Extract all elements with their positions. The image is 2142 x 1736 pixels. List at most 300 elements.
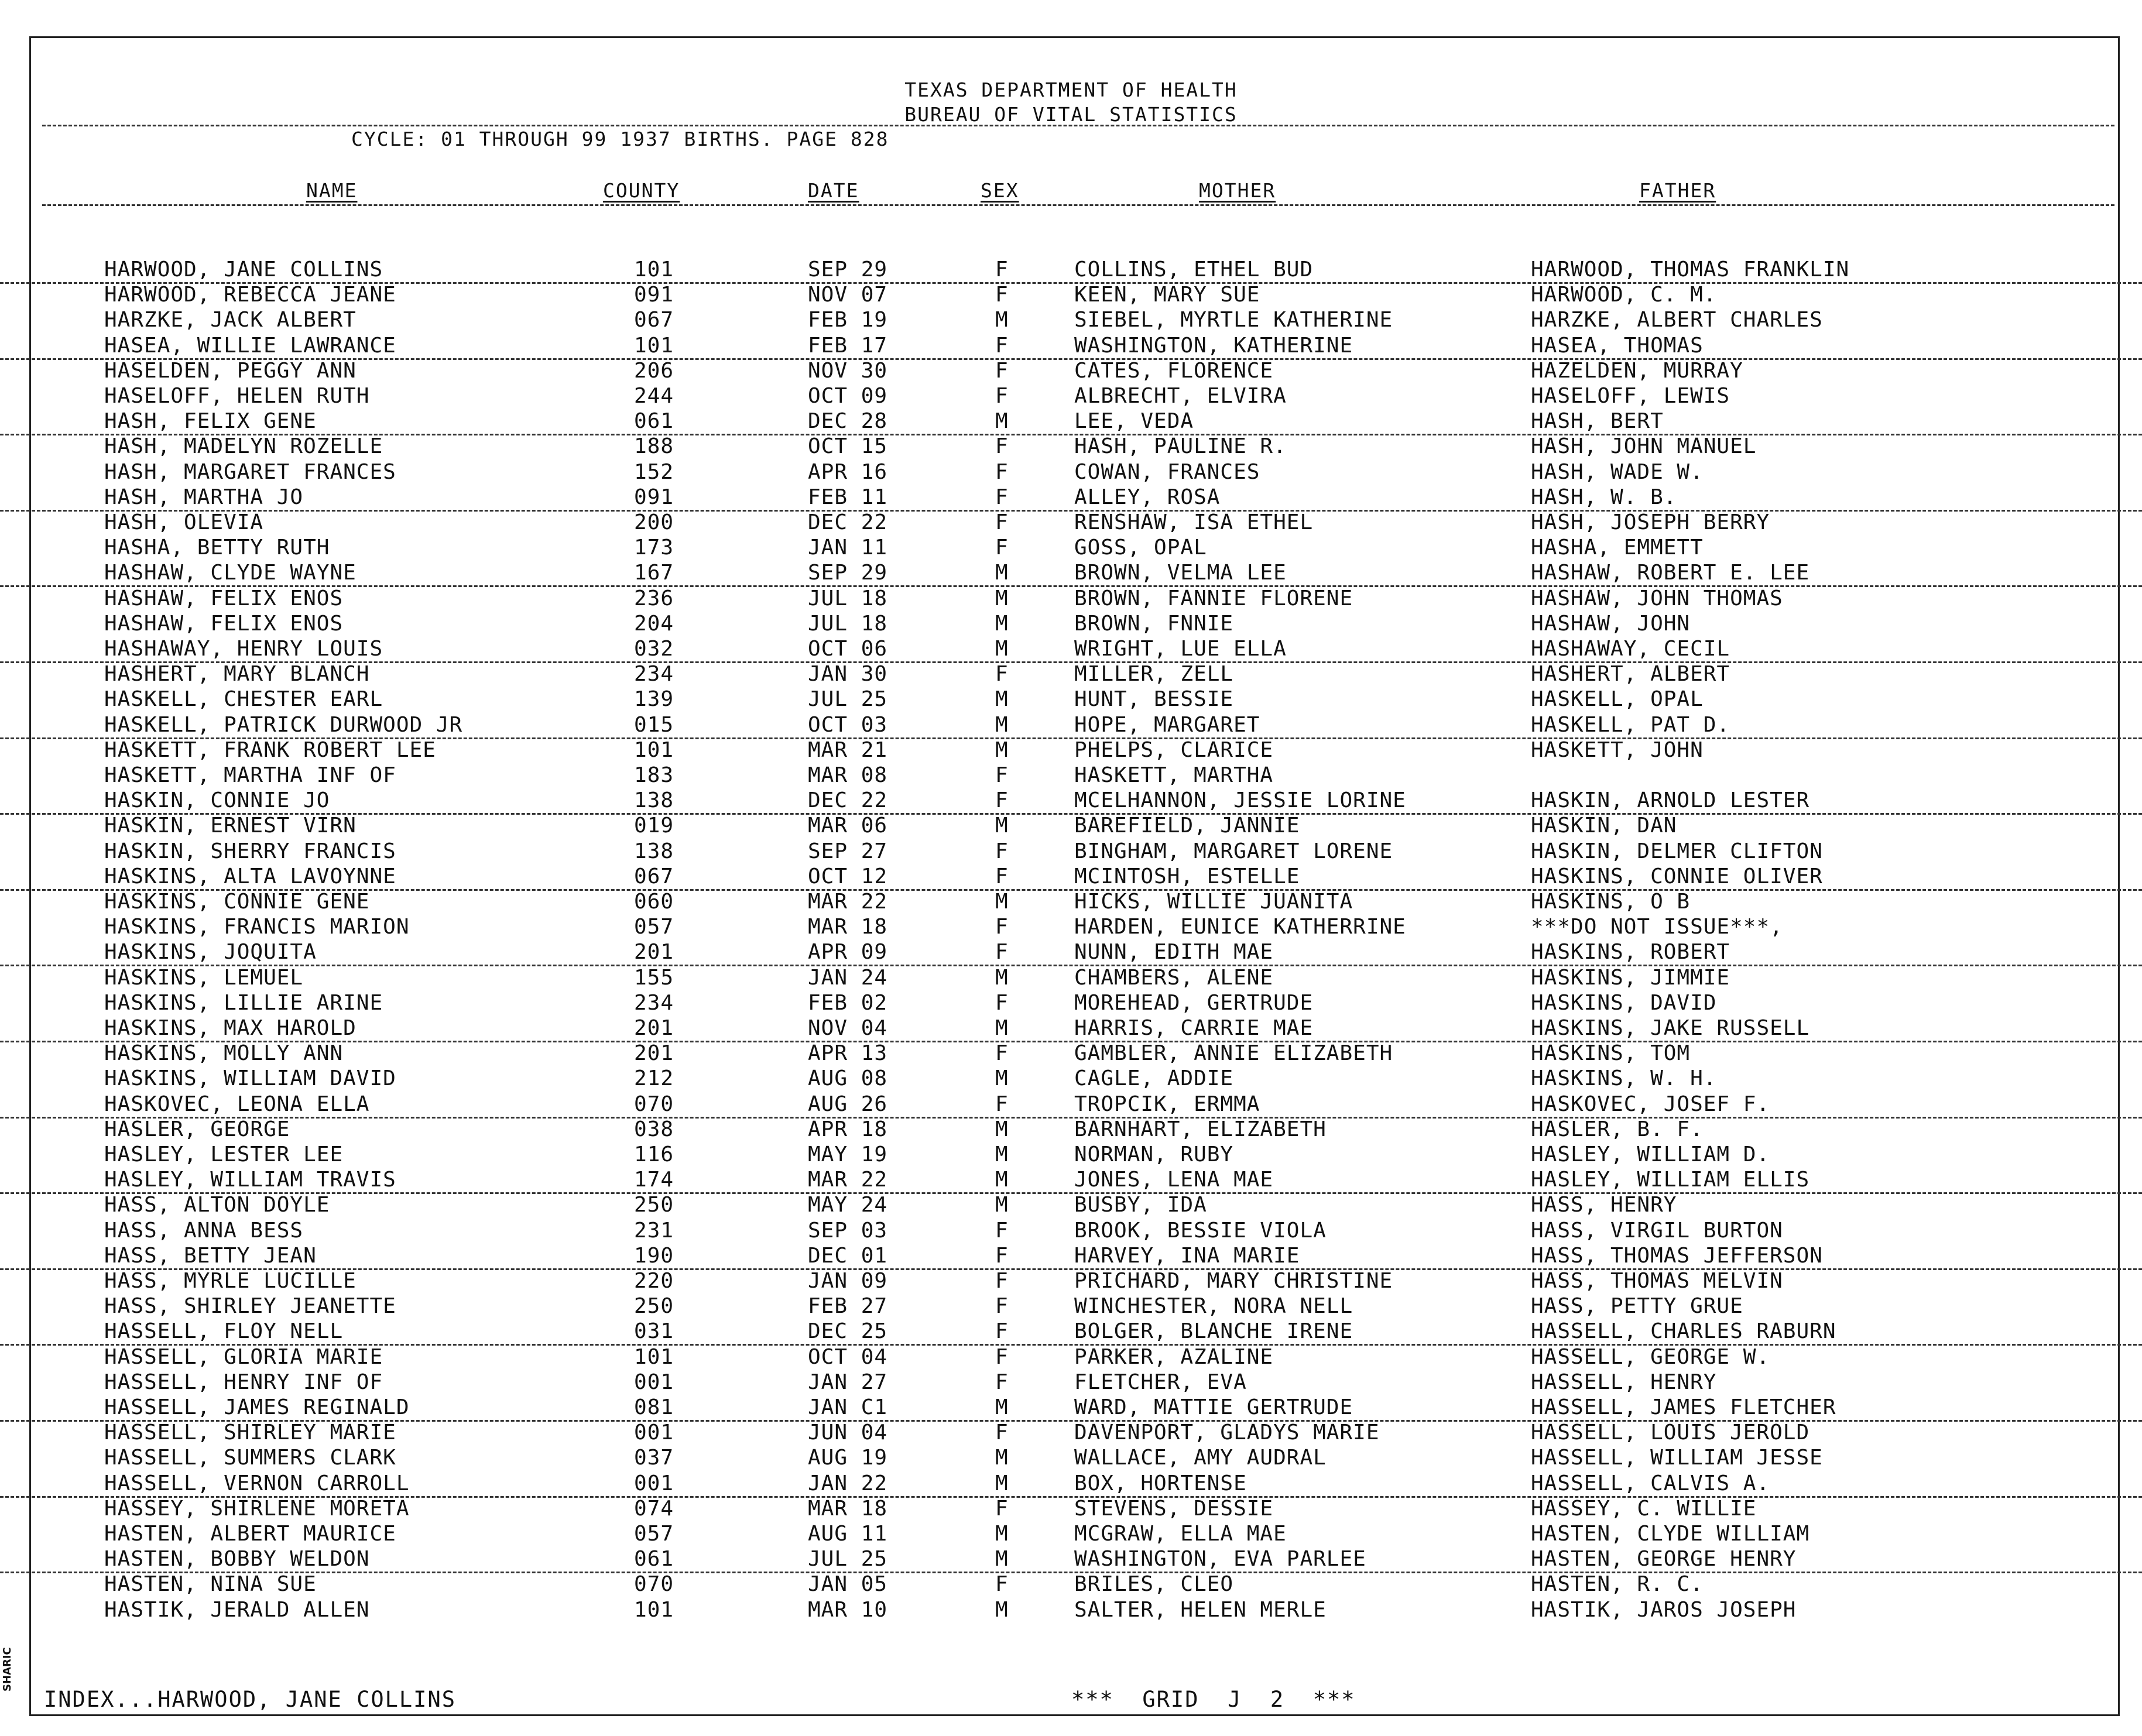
- cell-name: HARWOOD, JANE COLLINS: [104, 258, 383, 282]
- cell-sex: F: [995, 1572, 1009, 1597]
- cell-father: HASHERT, ALBERT: [1531, 662, 1730, 687]
- cell-father: HASS, PETTY GRUE: [1531, 1294, 1743, 1319]
- cell-father: HASLEY, WILLIAM D.: [1531, 1143, 1770, 1167]
- cell-father: HARWOOD, C. M.: [1531, 283, 1717, 307]
- cell-date: AUG 11: [808, 1522, 888, 1546]
- cell-mother: WALLACE, AMY AUDRAL: [1074, 1446, 1327, 1470]
- cell-county: 190: [634, 1243, 674, 1268]
- cell-date: APR 13: [808, 1041, 888, 1066]
- cell-county: 091: [634, 485, 674, 509]
- cell-date: FEB 19: [808, 308, 888, 332]
- cell-date: MAY 24: [808, 1193, 888, 1217]
- cell-mother: STEVENS, DESSIE: [1074, 1496, 1274, 1521]
- cell-father: HASKINS, ROBERT: [1531, 940, 1730, 965]
- cell-name: HASKINS, WILLIAM DAVID: [104, 1066, 396, 1091]
- cell-county: 244: [634, 384, 674, 408]
- cell-father: ***DO NOT ISSUE***,: [1531, 915, 1783, 939]
- cell-sex: M: [995, 561, 1009, 585]
- cell-father: HASS, VIRGIL BURTON: [1531, 1218, 1783, 1243]
- table-row: [0, 1345, 2142, 1370]
- cell-mother: BROWN, VELMA LEE: [1074, 561, 1287, 585]
- cycle-line: CYCLE: 01 THROUGH 99 1937 BIRTHS. PAGE 828: [351, 128, 889, 150]
- cell-mother: WINCHESTER, NORA NELL: [1074, 1294, 1353, 1319]
- cell-county: 167: [634, 561, 674, 585]
- cell-sex: F: [995, 864, 1009, 888]
- table-row: [0, 763, 2142, 788]
- cell-name: HASEA, WILLIE LAWRANCE: [104, 333, 396, 358]
- cell-father: HASTEN, CLYDE WILLIAM: [1531, 1522, 1810, 1546]
- cell-name: HASKELL, CHESTER EARL: [104, 687, 383, 712]
- table-row: [0, 258, 2142, 284]
- cell-name: HASHAWAY, HENRY LOUIS: [104, 637, 383, 661]
- table-row: [0, 991, 2142, 1015]
- table-row: [0, 434, 2142, 459]
- cell-county: 138: [634, 788, 674, 813]
- cell-sex: F: [995, 763, 1009, 787]
- cell-mother: HARDEN, EUNICE KATHERRINE: [1074, 915, 1406, 939]
- table-row: [0, 915, 2142, 939]
- cell-sex: M: [995, 1597, 1009, 1622]
- table-row: [0, 1269, 2142, 1294]
- cell-sex: M: [995, 1117, 1009, 1141]
- cell-county: 067: [634, 864, 674, 888]
- cell-date: OCT 15: [808, 434, 888, 459]
- cell-name: HASKETT, MARTHA INF OF: [104, 763, 396, 787]
- cell-father: HASHAW, JOHN THOMAS: [1531, 586, 1783, 610]
- cell-father: HASEA, THOMAS: [1531, 333, 1704, 358]
- cell-date: MAR 08: [808, 763, 888, 787]
- cell-father: HASKETT, JOHN: [1531, 737, 1704, 762]
- cell-father: HASKINS, JAKE RUSSELL: [1531, 1016, 1810, 1040]
- cell-mother: RENSHAW, ISA ETHEL: [1074, 510, 1314, 534]
- cell-county: 206: [634, 358, 674, 383]
- cell-father: HARZKE, ALBERT CHARLES: [1531, 308, 1823, 332]
- cell-county: 101: [634, 333, 674, 358]
- cell-mother: BUSBY, IDA: [1074, 1193, 1207, 1217]
- cell-father: HAZELDEN, MURRAY: [1531, 358, 1743, 383]
- cell-date: NOV 04: [808, 1016, 888, 1040]
- cell-name: HASH, MARGARET FRANCES: [104, 459, 396, 484]
- cell-county: 031: [634, 1319, 674, 1344]
- cell-sex: M: [995, 1395, 1009, 1419]
- cell-mother: KEEN, MARY SUE: [1074, 283, 1260, 307]
- cell-name: HASTEN, NINA SUE: [104, 1572, 317, 1597]
- cell-sex: M: [995, 1446, 1009, 1470]
- table-row: [0, 1370, 2142, 1395]
- cell-father: HASHAW, ROBERT E. LEE: [1531, 561, 1810, 585]
- cell-county: 032: [634, 637, 674, 661]
- cell-sex: M: [995, 1522, 1009, 1546]
- cell-name: HASKINS, ALTA LAVOYNNE: [104, 864, 396, 888]
- cell-name: HASKINS, FRANCIS MARION: [104, 915, 410, 939]
- cell-county: 101: [634, 1597, 674, 1622]
- cell-name: HASH, OLEVIA: [104, 510, 264, 534]
- cell-date: OCT 09: [808, 384, 888, 408]
- cell-county: 173: [634, 536, 674, 560]
- cell-mother: WASHINGTON, KATHERINE: [1074, 333, 1353, 358]
- column-header-county: COUNTY: [603, 179, 680, 202]
- cell-date: APR 18: [808, 1117, 888, 1141]
- cell-father: HASS, THOMAS MELVIN: [1531, 1269, 1783, 1293]
- cell-mother: ALBRECHT, ELVIRA: [1074, 384, 1287, 408]
- cell-sex: M: [995, 737, 1009, 762]
- cell-county: 152: [634, 459, 674, 484]
- table-row: [0, 1193, 2142, 1217]
- table-row: [0, 966, 2142, 990]
- cell-father: HASS, THOMAS JEFFERSON: [1531, 1243, 1823, 1268]
- cell-sex: F: [995, 915, 1009, 939]
- cell-father: HASLEY, WILLIAM ELLIS: [1531, 1168, 1810, 1192]
- cell-father: HASSEY, C. WILLIE: [1531, 1496, 1757, 1521]
- cell-county: 015: [634, 712, 674, 737]
- cell-date: FEB 11: [808, 485, 888, 509]
- cell-father: HASKOVEC, JOSEF F.: [1531, 1092, 1770, 1116]
- cell-father: HASH, JOHN MANUEL: [1531, 434, 1757, 459]
- cell-sex: F: [995, 485, 1009, 509]
- cell-mother: NUNN, EDITH MAE: [1074, 940, 1274, 965]
- cell-father: HASH, JOSEPH BERRY: [1531, 510, 1770, 534]
- cell-mother: CHAMBERS, ALENE: [1074, 965, 1274, 990]
- cell-father: HASTEN, R. C.: [1531, 1572, 1704, 1597]
- cell-county: 061: [634, 1547, 674, 1572]
- cell-name: HASKOVEC, LEONA ELLA: [104, 1092, 370, 1116]
- cell-mother: HOPE, MARGARET: [1074, 712, 1260, 737]
- cell-sex: M: [995, 712, 1009, 737]
- column-header-sex: SEX: [981, 179, 1019, 202]
- cell-mother: TROPCIK, ERMMA: [1074, 1092, 1260, 1116]
- cell-date: MAR 06: [808, 814, 888, 838]
- table-row: [0, 1598, 2142, 1622]
- cell-name: HASSELL, SUMMERS CLARK: [104, 1446, 396, 1470]
- cell-date: NOV 30: [808, 358, 888, 383]
- table-row: [0, 1066, 2142, 1091]
- side-mark: SHARIC: [1, 1647, 13, 1692]
- cell-name: HASSELL, FLOY NELL: [104, 1319, 344, 1344]
- cell-county: 057: [634, 1522, 674, 1546]
- cell-county: 231: [634, 1218, 674, 1243]
- department-title: TEXAS DEPARTMENT OF HEALTH: [904, 78, 1238, 101]
- table-row: [0, 359, 2142, 383]
- table-row: [0, 1168, 2142, 1194]
- cell-date: FEB 02: [808, 990, 888, 1015]
- cell-sex: F: [995, 990, 1009, 1015]
- column-header-mother: MOTHER: [1199, 179, 1276, 202]
- cell-mother: HASKETT, MARTHA: [1074, 763, 1274, 787]
- cell-mother: FLETCHER, EVA: [1074, 1370, 1247, 1394]
- cell-county: 201: [634, 1041, 674, 1066]
- cell-county: 074: [634, 1496, 674, 1521]
- cell-mother: MOREHEAD, GERTRUDE: [1074, 990, 1314, 1015]
- cell-mother: MCELHANNON, JESSIE LORINE: [1074, 788, 1406, 813]
- cell-name: HASKINS, CONNIE GENE: [104, 890, 370, 914]
- cell-county: 250: [634, 1294, 674, 1319]
- cell-sex: M: [995, 1016, 1009, 1040]
- table-row: [0, 1446, 2142, 1470]
- cell-mother: ALLEY, ROSA: [1074, 485, 1221, 509]
- cell-county: 061: [634, 409, 674, 434]
- cell-father: HASKIN, ARNOLD LESTER: [1531, 788, 1810, 813]
- table-row: [0, 890, 2142, 914]
- cell-mother: MILLER, ZELL: [1074, 662, 1234, 687]
- cell-mother: WARD, MATTIE GERTRUDE: [1074, 1395, 1353, 1419]
- cell-mother: LEE, VEDA: [1074, 409, 1194, 434]
- cell-name: HASS, BETTY JEAN: [104, 1243, 317, 1268]
- cell-mother: BROWN, FANNIE FLORENE: [1074, 586, 1353, 610]
- cell-father: HASKINS, JIMMIE: [1531, 965, 1730, 990]
- cell-date: JUL 25: [808, 687, 888, 712]
- cell-name: HASKINS, LEMUEL: [104, 965, 304, 990]
- cell-county: 101: [634, 737, 674, 762]
- cell-name: HASSELL, SHIRLEY MARIE: [104, 1421, 396, 1445]
- cell-sex: F: [995, 1370, 1009, 1394]
- index-footer: INDEX...HARWOOD, JANE COLLINS: [44, 1687, 457, 1712]
- cell-name: HASS, ALTON DOYLE: [104, 1193, 330, 1217]
- cell-name: HASS, ANNA BESS: [104, 1218, 304, 1243]
- cell-date: OCT 06: [808, 637, 888, 661]
- cell-name: HASLER, GEORGE: [104, 1117, 290, 1141]
- cell-county: 234: [634, 662, 674, 687]
- cell-county: 200: [634, 510, 674, 534]
- cell-sex: F: [995, 1218, 1009, 1243]
- table-row: [0, 1219, 2142, 1243]
- cell-name: HASKINS, MAX HAROLD: [104, 1016, 357, 1040]
- cell-father: HARWOOD, THOMAS FRANKLIN: [1531, 258, 1850, 282]
- cell-father: HASSELL, CALVIS A.: [1531, 1471, 1770, 1495]
- cell-father: HASTEN, GEORGE HENRY: [1531, 1547, 1797, 1572]
- cell-name: HARWOOD, REBECCA JEANE: [104, 283, 396, 307]
- table-row: [0, 662, 2142, 687]
- cell-sex: M: [995, 814, 1009, 838]
- table-row: [0, 308, 2142, 332]
- table-row: [0, 384, 2142, 409]
- cell-name: HASKINS, LILLIE ARINE: [104, 990, 383, 1015]
- cell-sex: F: [995, 1269, 1009, 1293]
- cell-name: HASLEY, LESTER LEE: [104, 1143, 344, 1167]
- table-row: [0, 864, 2142, 891]
- cell-sex: F: [995, 1243, 1009, 1268]
- cell-name: HASHA, BETTY RUTH: [104, 536, 330, 560]
- cell-date: MAR 10: [808, 1597, 888, 1622]
- table-row: [0, 839, 2142, 864]
- table-row: [0, 1497, 2142, 1521]
- cell-father: HASH, W. B.: [1531, 485, 1677, 509]
- cell-date: OCT 12: [808, 864, 888, 888]
- cell-date: MAR 21: [808, 737, 888, 762]
- cell-mother: WASHINGTON, EVA PARLEE: [1074, 1547, 1366, 1572]
- cell-father: HASHAWAY, CECIL: [1531, 637, 1730, 661]
- cell-mother: PHELPS, CLARICE: [1074, 737, 1274, 762]
- cell-date: DEC 22: [808, 510, 888, 534]
- cell-name: HASS, MYRLE LUCILLE: [104, 1269, 357, 1293]
- cell-sex: F: [995, 384, 1009, 408]
- cell-mother: BOX, HORTENSE: [1074, 1471, 1247, 1495]
- cell-date: AUG 26: [808, 1092, 888, 1116]
- table-row: [0, 536, 2142, 560]
- cell-mother: MCINTOSH, ESTELLE: [1074, 864, 1300, 888]
- cell-date: NOV 07: [808, 283, 888, 307]
- cell-name: HASKIN, SHERRY FRANCIS: [104, 839, 396, 863]
- cell-sex: F: [995, 1041, 1009, 1066]
- cell-mother: BOLGER, BLANCHE IRENE: [1074, 1319, 1353, 1344]
- cell-date: FEB 17: [808, 333, 888, 358]
- table-row: [0, 1395, 2142, 1422]
- cell-mother: NORMAN, RUBY: [1074, 1143, 1234, 1167]
- cell-date: FEB 27: [808, 1294, 888, 1319]
- cell-sex: F: [995, 1294, 1009, 1319]
- cell-sex: F: [995, 459, 1009, 484]
- cell-date: APR 09: [808, 940, 888, 965]
- cell-mother: SALTER, HELEN MERLE: [1074, 1597, 1327, 1622]
- cell-county: 001: [634, 1421, 674, 1445]
- cell-date: APR 16: [808, 459, 888, 484]
- cell-date: MAY 19: [808, 1143, 888, 1167]
- cell-date: DEC 25: [808, 1319, 888, 1344]
- table-row: [0, 586, 2142, 611]
- table-row: [0, 1244, 2142, 1270]
- cell-name: HASKIN, CONNIE JO: [104, 788, 330, 813]
- cell-mother: CAGLE, ADDIE: [1074, 1066, 1234, 1091]
- cell-sex: F: [995, 258, 1009, 282]
- cell-county: 057: [634, 915, 674, 939]
- column-header-father: FATHER: [1639, 179, 1716, 202]
- cell-name: HASKINS, MOLLY ANN: [104, 1041, 344, 1066]
- cell-county: 204: [634, 611, 674, 636]
- cell-sex: F: [995, 839, 1009, 863]
- cell-county: 019: [634, 814, 674, 838]
- cell-sex: F: [995, 1319, 1009, 1344]
- table-row: [0, 1294, 2142, 1319]
- table-row: [0, 334, 2142, 360]
- cell-county: 201: [634, 1016, 674, 1040]
- cell-county: 236: [634, 586, 674, 610]
- cell-name: HASLEY, WILLIAM TRAVIS: [104, 1168, 396, 1192]
- cell-date: DEC 22: [808, 788, 888, 813]
- cell-county: 070: [634, 1092, 674, 1116]
- cell-date: AUG 08: [808, 1066, 888, 1091]
- cell-sex: M: [995, 409, 1009, 434]
- table-row: [0, 1572, 2142, 1597]
- cell-name: HASTIK, JERALD ALLEN: [104, 1597, 370, 1622]
- cell-date: JAN 30: [808, 662, 888, 687]
- cell-date: MAR 22: [808, 890, 888, 914]
- cell-sex: M: [995, 1066, 1009, 1091]
- cell-sex: M: [995, 1547, 1009, 1572]
- table-row: [0, 687, 2142, 712]
- cell-date: JAN 27: [808, 1370, 888, 1394]
- cell-county: 138: [634, 839, 674, 863]
- cell-sex: F: [995, 333, 1009, 358]
- cell-father: HASLER, B. F.: [1531, 1117, 1704, 1141]
- cell-county: 139: [634, 687, 674, 712]
- cell-date: MAR 18: [808, 915, 888, 939]
- cell-date: AUG 19: [808, 1446, 888, 1470]
- table-row: [0, 283, 2142, 307]
- cell-sex: F: [995, 940, 1009, 965]
- cell-father: HASKINS, DAVID: [1531, 990, 1717, 1015]
- grid-footer: *** GRID J 2 ***: [1071, 1687, 1356, 1712]
- cell-mother: JONES, LENA MAE: [1074, 1168, 1274, 1192]
- cell-name: HASKIN, ERNEST VIRN: [104, 814, 357, 838]
- cell-sex: F: [995, 788, 1009, 813]
- cell-date: JAN 11: [808, 536, 888, 560]
- cell-date: JAN 05: [808, 1572, 888, 1597]
- cell-sex: M: [995, 1193, 1009, 1217]
- cell-date: DEC 28: [808, 409, 888, 434]
- cell-mother: BRILES, CLEO: [1074, 1572, 1234, 1597]
- cell-county: 155: [634, 965, 674, 990]
- table-row: [0, 814, 2142, 838]
- cell-county: 116: [634, 1143, 674, 1167]
- table-row: [0, 738, 2142, 763]
- cell-county: 001: [634, 1370, 674, 1394]
- cell-mother: DAVENPORT, GLADYS MARIE: [1074, 1421, 1380, 1445]
- cell-mother: HARVEY, INA MARIE: [1074, 1243, 1300, 1268]
- cell-county: 060: [634, 890, 674, 914]
- cell-date: OCT 03: [808, 712, 888, 737]
- cell-date: DEC 01: [808, 1243, 888, 1268]
- cell-sex: M: [995, 586, 1009, 610]
- cell-date: JAN 24: [808, 965, 888, 990]
- cell-sex: F: [995, 358, 1009, 383]
- cell-county: 070: [634, 1572, 674, 1597]
- cell-father: HASSELL, WILLIAM JESSE: [1531, 1446, 1823, 1470]
- cell-date: JUL 25: [808, 1547, 888, 1572]
- cell-mother: COLLINS, ETHEL BUD: [1074, 258, 1314, 282]
- table-row: [0, 1522, 2142, 1546]
- cell-date: JUL 18: [808, 611, 888, 636]
- table-row: [0, 1143, 2142, 1167]
- bureau-title: BUREAU OF VITAL STATISTICS: [904, 103, 1238, 126]
- cell-father: HASKIN, DELMER CLIFTON: [1531, 839, 1823, 863]
- cell-sex: M: [995, 1471, 1009, 1495]
- cell-county: 091: [634, 283, 674, 307]
- cell-county: 188: [634, 434, 674, 459]
- cell-father: HASS, HENRY: [1531, 1193, 1677, 1217]
- cell-mother: GOSS, OPAL: [1074, 536, 1207, 560]
- cell-county: 250: [634, 1193, 674, 1217]
- cell-sex: F: [995, 283, 1009, 307]
- cell-date: SEP 03: [808, 1218, 888, 1243]
- cell-sex: F: [995, 510, 1009, 534]
- cell-sex: F: [995, 1421, 1009, 1445]
- table-row: [0, 1117, 2142, 1142]
- cell-name: HASELDEN, PEGGY ANN: [104, 358, 357, 383]
- cell-date: SEP 29: [808, 561, 888, 585]
- cell-county: 101: [634, 1344, 674, 1369]
- table-row: [0, 612, 2142, 636]
- cell-mother: MCGRAW, ELLA MAE: [1074, 1522, 1287, 1546]
- cell-county: 001: [634, 1471, 674, 1495]
- cell-date: JAN 09: [808, 1269, 888, 1293]
- cell-mother: SIEBEL, MYRTLE KATHERINE: [1074, 308, 1393, 332]
- cell-name: HASSELL, HENRY INF OF: [104, 1370, 383, 1394]
- cell-father: HASH, BERT: [1531, 409, 1664, 434]
- cell-county: 038: [634, 1117, 674, 1141]
- cell-father: HASSELL, CHARLES RABURN: [1531, 1319, 1836, 1344]
- cell-date: JUL 18: [808, 586, 888, 610]
- cell-father: HASKIN, DAN: [1531, 814, 1677, 838]
- cell-mother: CATES, FLORENCE: [1074, 358, 1274, 383]
- cell-name: HASSELL, GLORIA MARIE: [104, 1344, 383, 1369]
- cell-father: HASKINS, CONNIE OLIVER: [1531, 864, 1823, 888]
- cell-sex: F: [995, 1344, 1009, 1369]
- cell-sex: M: [995, 1143, 1009, 1167]
- cell-name: HASSELL, VERNON CARROLL: [104, 1471, 410, 1495]
- cell-father: HASKINS, O B: [1531, 890, 1691, 914]
- cell-county: 201: [634, 940, 674, 965]
- cell-date: SEP 29: [808, 258, 888, 282]
- table-row: [0, 940, 2142, 966]
